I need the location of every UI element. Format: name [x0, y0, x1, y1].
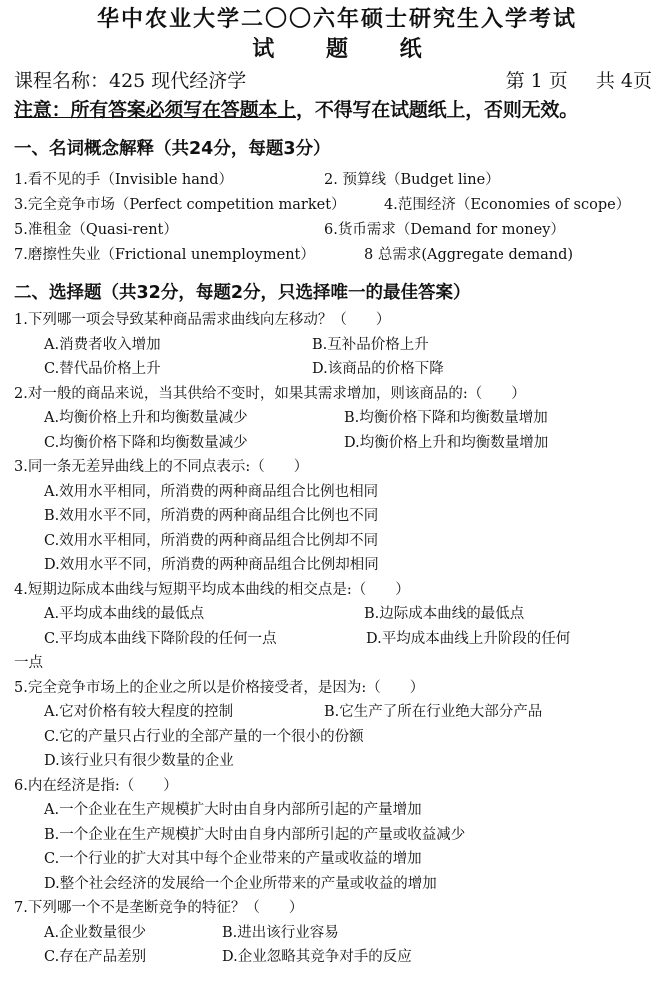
option-b: B.一个企业在生产规模扩大时由自身内部所引起的产量或收益减少	[44, 826, 466, 843]
option-b: B.进出该行业容易	[222, 924, 339, 941]
question-stem: 3.同一条无差异曲线上的不同点表示:（ ）	[14, 459, 309, 475]
term-item: 2. 预算线（Budget line）	[324, 172, 500, 188]
option-d-continued: 一点	[14, 655, 43, 671]
section-heading-terms: 一、名词概念解释（共24分，每题3分）	[14, 139, 331, 159]
exam-meta	[14, 66, 660, 96]
question-6	[14, 774, 660, 897]
question-7	[14, 896, 660, 970]
option-c: C.它的产量只占行业的全部产量的一个很小的份额	[44, 728, 364, 745]
option-d: D.平均成本曲线上升阶段的任何	[366, 630, 571, 647]
question-stem: 1.下列哪一项会导致某种商品需求曲线向左移动？（ ）	[14, 312, 391, 328]
option-b: B.效用水平不同，所消费的两种商品组合比例也不同	[44, 508, 379, 524]
option-row	[14, 431, 660, 456]
notice-underlined: 注意：所有答案必须写在答题本上	[14, 99, 297, 121]
option-row	[14, 627, 660, 652]
exam-subtitle	[14, 34, 660, 64]
exam-title: 华中农业大学二〇〇六年硕士研究生入学考试	[96, 6, 577, 32]
option-row	[14, 333, 660, 358]
subtitle-char: 试	[252, 36, 275, 62]
option-c: C.一个行业的扩大对其中每个企业带来的产量或收益的增加	[44, 851, 422, 867]
course-name: 课程名称：425 现代经济学	[14, 70, 247, 92]
option-row	[14, 357, 660, 382]
page-number: 第 1 页	[505, 70, 568, 92]
subtitle-char: 纸	[399, 36, 422, 62]
notice-rest: ，不得写在试题纸上，否则无效。	[296, 99, 579, 121]
question-1	[14, 308, 660, 382]
option-a: A.平均成本曲线的最低点	[44, 606, 205, 622]
option-c: C.平均成本曲线下降阶段的任何一点	[44, 630, 277, 647]
page-info	[484, 66, 660, 96]
option-a: A.它对价格有较大程度的控制	[44, 704, 234, 720]
option-b: B.互补品价格上升	[312, 336, 429, 353]
term-item: 1.看不见的手（Invisible hand）	[14, 172, 234, 188]
option-a: A.企业数量很少	[44, 924, 147, 941]
option-d: D.整个社会经济的发展给一个企业所带来的产量或收益的增加	[44, 875, 437, 892]
option-d: D.企业忽略其竞争对手的反应	[222, 949, 412, 965]
option-b: B.均衡价格下降和均衡数量增加	[344, 410, 548, 426]
term-row	[14, 168, 660, 193]
option-a: A.效用水平相同，所消费的两种商品组合比例也相同	[44, 483, 379, 500]
question-stem: 6.内在经济是指:（ ）	[14, 777, 178, 794]
option-a: A.消费者收入增加	[44, 336, 161, 353]
term-item: 3.完全竞争市场（Perfect competition market）	[14, 197, 346, 213]
option-row	[14, 945, 660, 970]
option-d: D.该行业只有很少数量的企业	[44, 753, 234, 769]
option-row	[14, 700, 660, 725]
question-stem: 5.完全竞争市场上的企业之所以是价格接受者，是因为:（ ）	[14, 679, 425, 696]
option-a: A.均衡价格上升和均衡数量减少	[44, 410, 248, 426]
option-b: B.边际成本曲线的最低点	[364, 606, 525, 622]
option-row	[14, 406, 660, 431]
term-row	[14, 218, 660, 243]
question-stem: 7.下列哪一个不是垄断竞争的特征？（ ）	[14, 900, 304, 916]
page-total: 共 4页	[595, 70, 652, 92]
notice	[14, 96, 660, 124]
option-c: C.存在产品差别	[44, 949, 147, 965]
option-row	[14, 921, 660, 946]
term-item: 8 总需求(Aggregate demand)	[364, 247, 574, 263]
option-b: B.它生产了所在行业绝大部分产品	[324, 704, 543, 720]
option-a: A.一个企业在生产规模扩大时由自身内部所引起的产量增加	[44, 802, 422, 818]
option-c: C.效用水平相同，所消费的两种商品组合比例却不同	[44, 532, 379, 549]
section-heading-choice: 二、选择题（共32分，每题2分，只选择唯一的最佳答案）	[14, 283, 471, 303]
option-row	[14, 602, 660, 627]
question-stem: 4.短期边际成本曲线与短期平均成本曲线的相交点是:（ ）	[14, 581, 410, 598]
term-item: 4.范围经济（Economies of scope）	[384, 197, 631, 213]
question-stem: 2.对一般的商品来说，当其供给不变时，如果其需求增加，则该商品的:（ ）	[14, 385, 526, 402]
term-row	[14, 193, 660, 218]
question-3	[14, 455, 660, 578]
question-5	[14, 676, 660, 774]
question-2	[14, 382, 660, 456]
subtitle-char: 题	[325, 36, 348, 62]
option-d: D.效用水平不同，所消费的两种商品组合比例却相同	[44, 557, 379, 573]
term-item: 6.货币需求（Demand for money）	[324, 222, 565, 238]
option-d: D.该商品的价格下降	[312, 361, 444, 377]
option-c: C.均衡价格下降和均衡数量减少	[44, 434, 248, 451]
term-row	[14, 243, 660, 268]
term-item: 7.磨擦性失业（Frictional unemployment）	[14, 247, 315, 263]
term-item: 5.准租金（Quasi-rent）	[14, 222, 178, 238]
option-d: D.均衡价格上升和均衡数量增加	[344, 434, 549, 451]
option-c: C.替代品价格上升	[44, 361, 161, 377]
terms-list	[14, 168, 660, 268]
question-4	[14, 578, 660, 676]
